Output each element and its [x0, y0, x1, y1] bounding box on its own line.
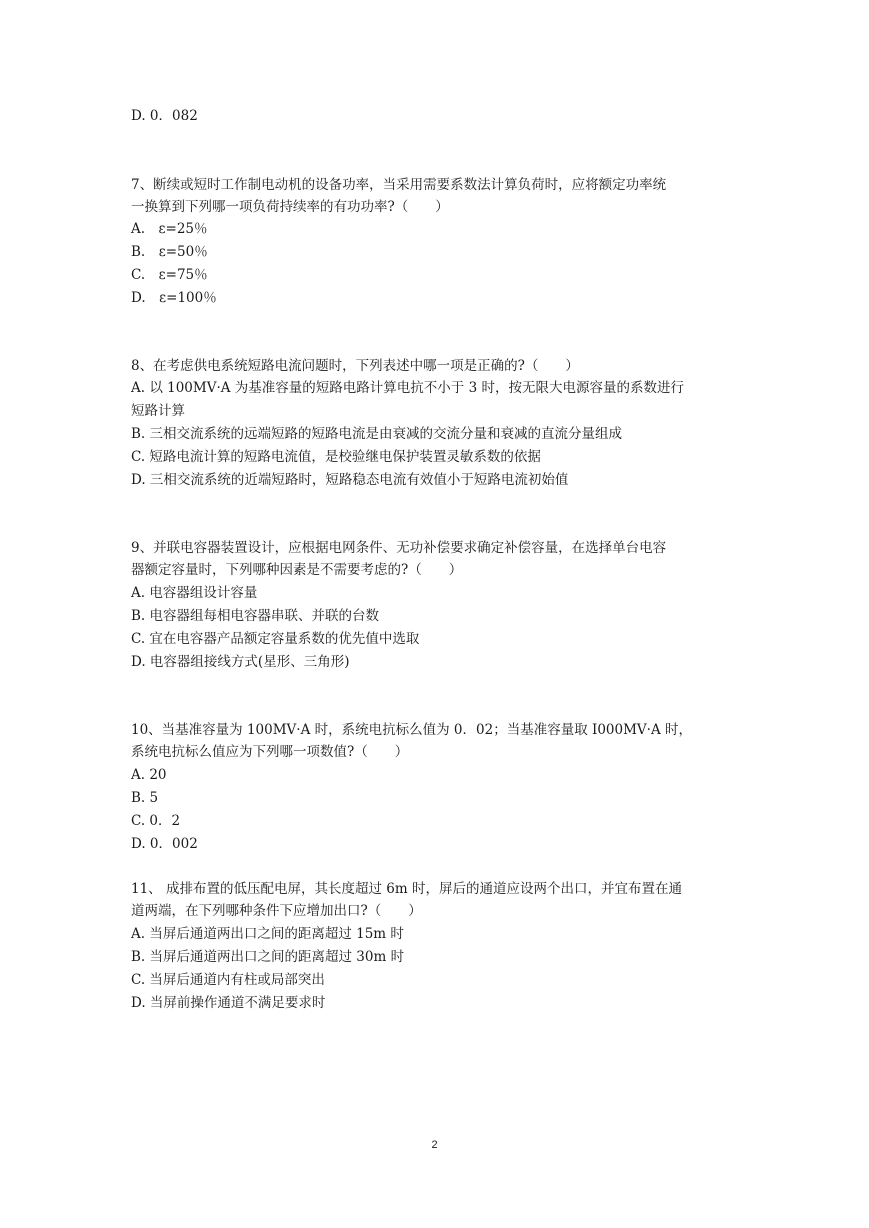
q11-question-line-2: 道两端，在下列哪种条件下应增加出口?（ ） — [131, 903, 422, 919]
q10-option-c: C. 0．2 — [131, 813, 181, 829]
q10-question-line-1: 10、当基准容量为 100MV·A 时，系统电抗标么值为 0．02；当基准容量取 I000MV·A 时， — [131, 722, 692, 738]
q7-option-a: A. ε=25％ — [131, 221, 208, 237]
q10-option-b: B. 5 — [131, 790, 159, 806]
q9-option-d: D. 电容器组接线方式(星形、三角形) — [131, 654, 350, 670]
q11-option-a: A. 当屏后通道两出口之间的距离超过 15m 时 — [131, 926, 404, 942]
q11-question-line-1: 11、 成排布置的低压配电屏，其长度超过 6m 时，屏后的通道应设两个出口，并宜布置在通 — [131, 881, 682, 897]
q10-question-line-2: 系统电抗标么值应为下列哪一项数值?（ ） — [131, 744, 409, 760]
q9-option-a: A. 电容器组设计容量 — [131, 585, 258, 601]
q9-question-line-1: 9、并联电容器装置设计，应根据电网条件、无功补偿要求确定补偿容量，在选择单台电容 — [131, 540, 667, 556]
q8-option-c: C. 短路电流计算的短路电流值，是校验继电保护装置灵敏系数的依据 — [131, 449, 541, 465]
q9-question-line-2: 器额定容量时，下列哪种因素是不需要考虑的?（ ） — [131, 562, 463, 578]
q11-option-c: C. 当屏后通道内有柱或局部突出 — [131, 972, 325, 988]
q7-question-line-2: 一换算到下列哪一项负荷持续率的有功功率?（ ） — [131, 199, 449, 215]
q7-option-c: C. ε=75％ — [131, 267, 208, 283]
q7-option-b: B. ε=50％ — [131, 244, 208, 260]
q7-option-d: D. ε=100％ — [131, 290, 217, 306]
q8-option-a-line-1: A. 以 100MV·A 为基准容量的短路电路计算电抗不小于 3 时，按无限大电源容量的系数进行 — [131, 380, 684, 396]
q10-option-a: A. 20 — [131, 767, 167, 783]
q9-option-c: C. 宜在电容器产品额定容量系数的优先值中选取 — [131, 631, 420, 647]
page-number: 2 — [431, 1139, 438, 1151]
q9-option-b: B. 电容器组每相电容器串联、并联的台数 — [131, 608, 380, 624]
q8-option-d: D. 三相交流系统的近端短路时，短路稳态电流有效值小于短路电流初始值 — [131, 472, 569, 488]
q6-option-d: D. 0．082 — [131, 108, 198, 124]
q8-option-b: B. 三相交流系统的远端短路的短路电流是由衰减的交流分量和衰减的直流分量组成 — [131, 426, 623, 442]
q8-question: 8、在考虑供电系统短路电流问题时，下列表述中哪一项是正确的?（ ） — [131, 358, 579, 374]
q7-question-line-1: 7、断续或短时工作制电动机的设备功率，当采用需要系数法计算负荷时，应将额定功率统 — [131, 177, 667, 193]
q11-option-d: D. 当屏前操作通道不满足要求时 — [131, 995, 326, 1011]
q8-option-a-line-2: 短路计算 — [131, 403, 185, 419]
q11-option-b: B. 当屏后通道两出口之间的距离超过 30m 时 — [131, 949, 405, 965]
q10-option-d: D. 0．002 — [131, 836, 198, 852]
